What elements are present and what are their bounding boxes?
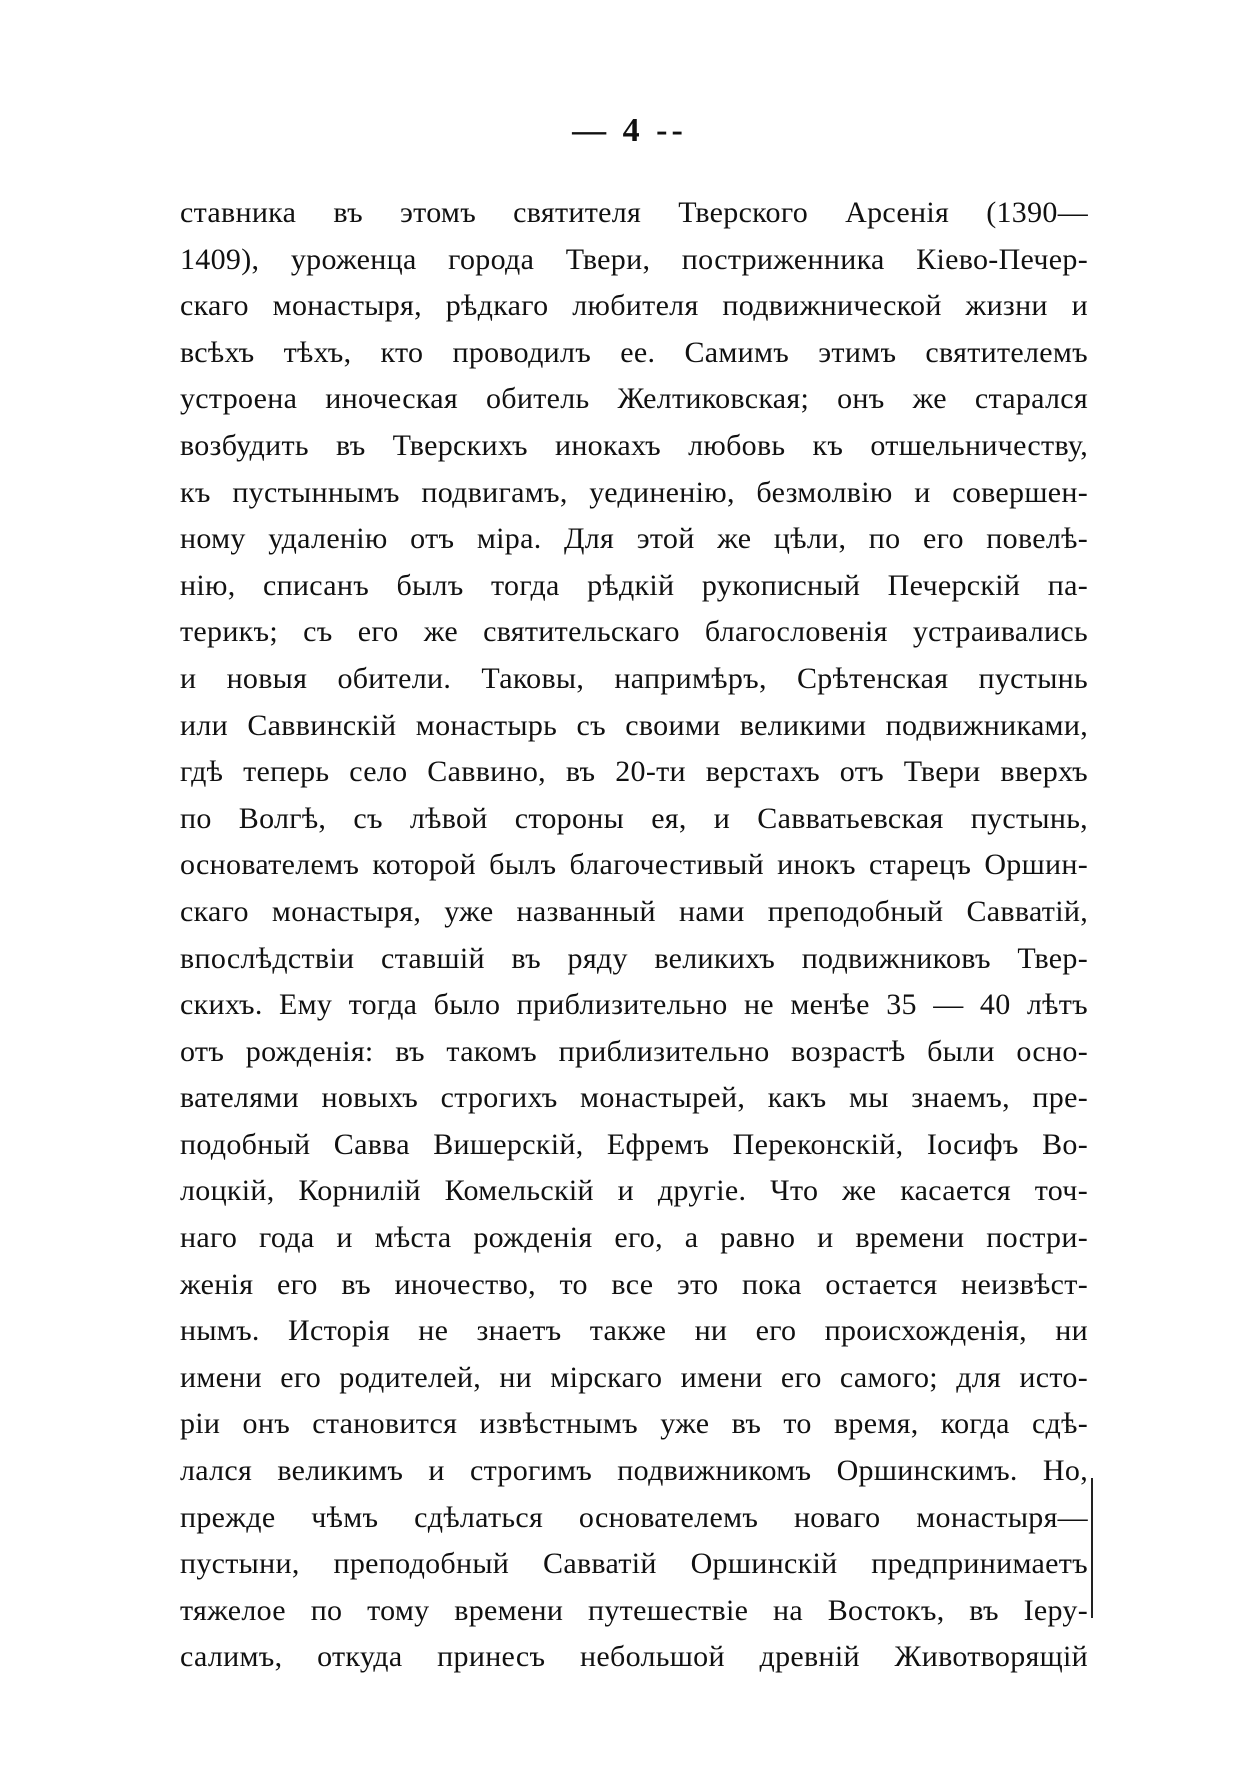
text-line: гдѣ теперь село Саввино, въ 20-ти верстахъ отъ Твери вверхъ <box>180 755 1088 789</box>
text-line: устроена иноческая обитель Желтиковская; онъ же старался <box>180 382 1088 416</box>
text-line: скаго монастыря, рѣдкаго любителя подвижнической жизни и <box>180 289 1088 323</box>
text-line: женія его въ иночество, то все это пока остается неизвѣст- <box>180 1267 1088 1301</box>
text-line: ному удаленію отъ міра. Для этой же цѣли, по его повелѣ- <box>180 522 1088 556</box>
text-line: терикъ; съ его же святительскаго благословенія устраивались <box>180 615 1088 649</box>
text-line: основателемъ которой былъ благочестивый инокъ старецъ Оршин- <box>180 848 1088 882</box>
text-line: лоцкій, Корнилій Комельскій и другіе. Что же касается точ- <box>180 1174 1088 1208</box>
text-line: отъ рожденія: въ такомъ приблизительно возрастѣ были осно- <box>180 1034 1088 1068</box>
text-line: вателями новыхъ строгихъ монастырей, какъ мы знаемъ, пре- <box>180 1081 1088 1115</box>
text-line: возбудить въ Тверскихъ инокахъ любовь къ отшельничеству, <box>180 428 1088 462</box>
text-line: нію, списанъ былъ тогда рѣдкій рукописный Печерскій па- <box>180 568 1088 602</box>
text-line: по Волгѣ, съ лѣвой стороны ея, и Савватьевская пустынь, <box>180 801 1088 835</box>
margin-rule <box>1091 1478 1093 1618</box>
text-line: 1409), уроженца города Твери, постриженника Кіево-Печер- <box>180 242 1088 276</box>
text-line: имени его родителей, ни мірскаго имени его самого; для исто- <box>180 1360 1088 1394</box>
page-number: — 4 -- <box>572 112 687 149</box>
text-line: впослѣдствіи ставшій въ ряду великихъ подвижниковъ Твер- <box>180 941 1088 975</box>
body-text <box>180 190 1088 1681</box>
text-line: ріи онъ становится извѣстнымъ уже въ то время, когда сдѣ- <box>180 1407 1088 1441</box>
text-line: наго года и мѣста рожденія его, а равно и времени постри- <box>180 1221 1088 1255</box>
text-line: прежде чѣмъ сдѣлаться основателемъ новаго монастыря— <box>180 1500 1088 1534</box>
text-line: скихъ. Ему тогда было приблизительно не менѣе 35 — 40 лѣтъ <box>180 988 1088 1022</box>
text-line: или Саввинскій монастырь съ своими великими подвижниками, <box>180 708 1088 742</box>
text-line: лался великимъ и строгимъ подвижникомъ Оршинскимъ. Но, <box>180 1454 1088 1488</box>
text-line: салимъ, откуда принесъ небольшой древній Животворящій <box>180 1640 1088 1674</box>
text-line: ставника въ этомъ святителя Тверского Арсенія (1390— <box>180 196 1088 229</box>
text-line: пустыни, преподобный Савватій Оршинскій предпринимаетъ <box>180 1547 1088 1581</box>
text-line: всѣхъ тѣхъ, кто проводилъ ее. Самимъ этимъ святителемъ <box>180 335 1088 369</box>
text-line: тяжелое по тому времени путешествіе на Востокъ, въ Іеру- <box>180 1593 1088 1627</box>
text-line: къ пустыннымъ подвигамъ, уединенію, безмолвію и совершен- <box>180 475 1088 509</box>
text-line: нымъ. Исторія не знаетъ также ни его происхожденія, ни <box>180 1314 1088 1348</box>
text-line: и новыя обители. Таковы, напримѣръ, Срѣтенская пустынь <box>180 661 1088 695</box>
text-line: скаго монастыря, уже названный нами преподобный Савватій, <box>180 894 1088 928</box>
text-line: подобный Савва Вишерскій, Ефремъ Переконскій, Іосифъ Во- <box>180 1127 1088 1161</box>
